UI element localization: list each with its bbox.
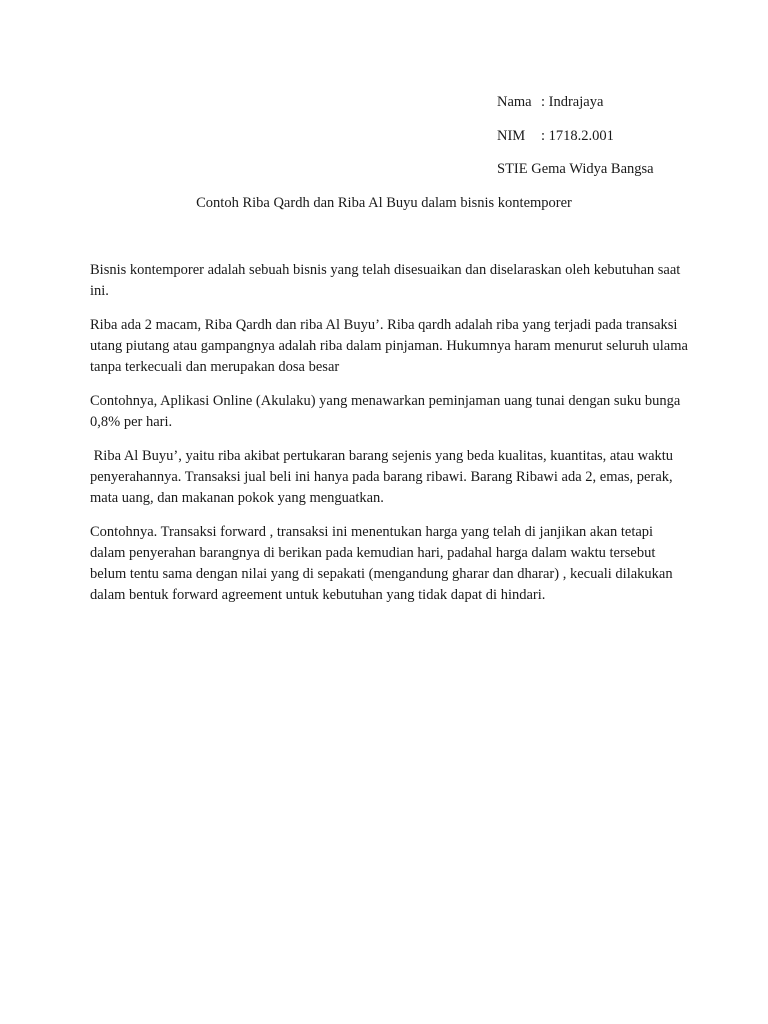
name-line <box>497 92 747 126</box>
name-label: Nama <box>497 94 532 110</box>
nim-value: : 1718.2.001 <box>541 127 614 144</box>
paragraph-example-buyu: Contohnya. Transaksi forward , transaksi ini menentukan harga yang telah di janjikan akan tetapi dalam penyerahan barangnya di berikan pada kemudian hari, padahal harga dalam waktu tersebut belum tentu sama dengan nilai yang di sepakati (mengandung gharar dan dharar) , kecuali dilakukan dalam bentuk forward agreement untuk kebutuhan yang tidak dapat di hindari. <box>90 524 673 603</box>
paragraph-example-qardh: Contohnya, Aplikasi Online (Akulaku) yang menawarkan peminjaman uang tunai dengan suku bunga 0,8% per hari. <box>90 393 681 430</box>
institution-line <box>497 159 747 193</box>
document-body <box>90 260 690 619</box>
author-info <box>497 92 747 193</box>
institution-name: STIE Gema Widya Bangsa <box>497 161 654 177</box>
nim-label: NIM <box>497 127 526 144</box>
paragraph-riba-al-buyu: Riba Al Buyu’, yaitu riba akibat pertukaran barang sejenis yang beda kualitas, kuantitas, atau waktu penyerahannya. Transaksi jual beli ini hanya pada barang ribawi. Barang Ribawi ada 2, emas, perak, mata uang, dan makanan pokok yang menguatkan. <box>90 448 677 506</box>
paragraph-riba-qardh: Riba ada 2 macam, Riba Qardh dan riba Al Buyu’. Riba qardh adalah riba yang terjadi pada transaksi utang piutang atau gampangnya adalah riba dalam pinjaman. Hukumnya haram menurut seluruh ulama tanpa terkecuali dan merupakan dosa besar <box>90 317 688 375</box>
document-title: Contoh Riba Qardh dan Riba Al Buyu dalam bisnis kontemporer <box>196 195 572 211</box>
nim-line <box>497 126 747 160</box>
paragraph-intro: Bisnis kontemporer adalah sebuah bisnis yang telah disesuaikan dan diselaraskan oleh kebutuhan saat ini. <box>90 262 681 299</box>
name-value: : Indrajaya <box>541 94 604 110</box>
